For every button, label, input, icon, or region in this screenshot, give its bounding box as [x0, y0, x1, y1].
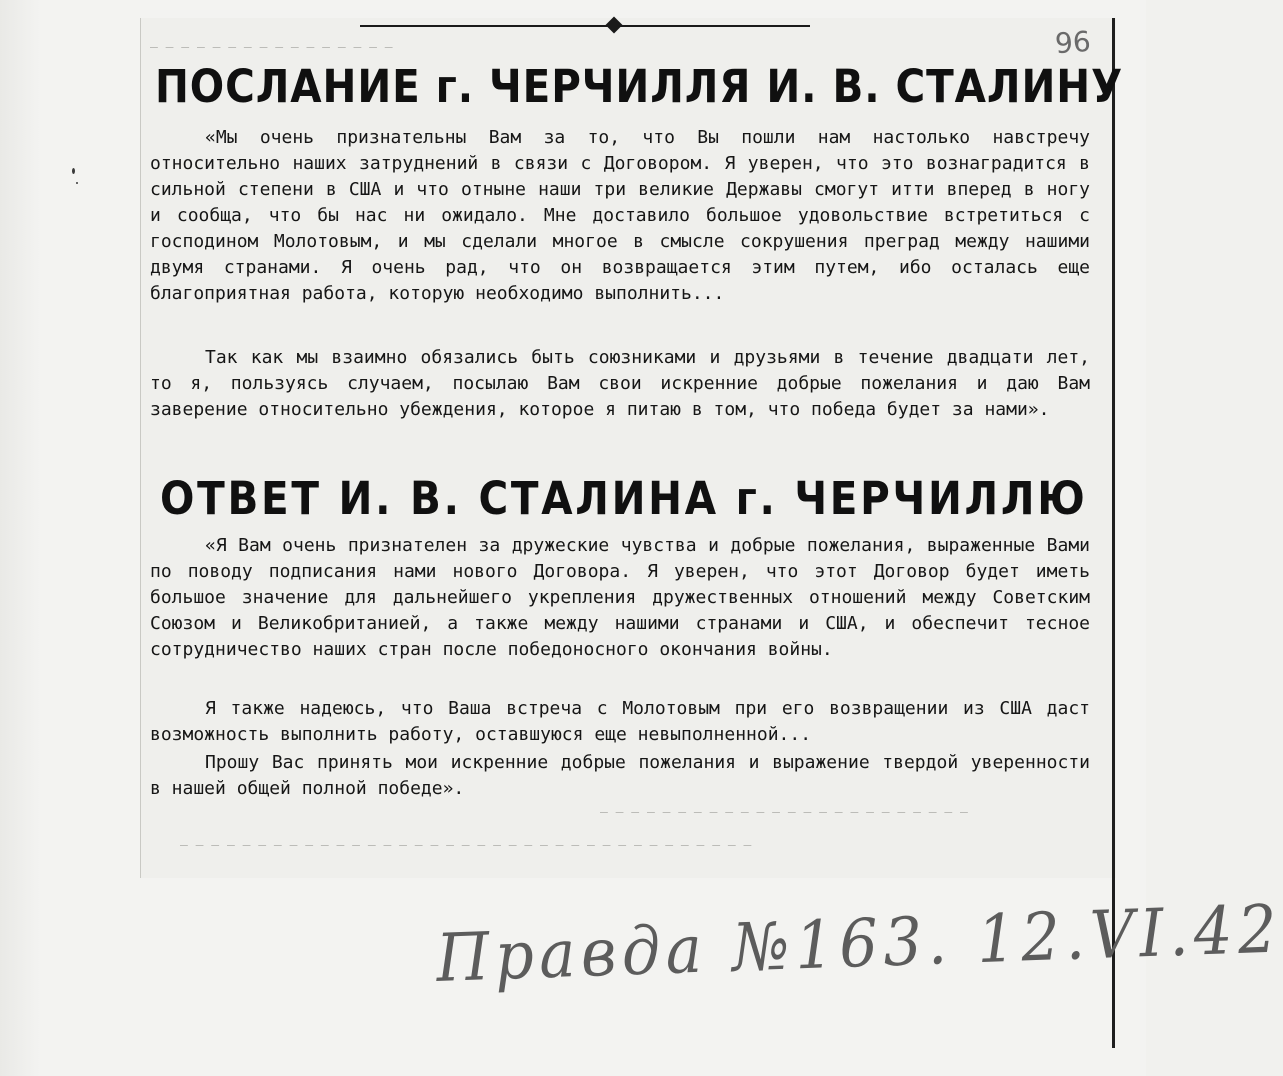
show-through-text: — — — — — — — — — — — — — — — — — — — — — — — —	[600, 805, 968, 820]
article-paragraph: «Я Вам очень признателен за дружеские чувства и добрые пожелания, выраженные Вами по поводу подписания нами нового Договора. Я уверен, что этот Договор будет иметь большое значение для дальнейшего укрепления дружественных отношений между Советским Союзом и Великобританией, а также между нашими странами и США, и обеспечит тесное сотрудничество наших стран после победоносного окончания войны.	[150, 535, 1090, 660]
article-paragraph: «Мы очень признательны Вам за то, что Вы пошли нам настолько навстречу относительно наших затруднений в связи с Договором. Я уверен, что это вознаградится в сильной степени в США и что отныне наши три великие Державы смогут итти вперед в ногу и сообща, что бы нас ни ожидало. Мне доставило большое удовольствие встретиться с господином Молотовым, и мы сделали многое в смысле сокрушения преград между нашими двумя странами. Я очень рад, что он возвращается этим путем, ибо осталась еще благоприятная работа, которую необходимо выполнить...	[150, 127, 1090, 304]
show-through-text: — — — — — — — — — — — — — — — — — — — — — — — — — — — — — — — — — — — — —	[180, 838, 752, 853]
clipping-edge-shadow	[1112, 18, 1115, 1048]
article-paragraph: Прошу Вас принять мои искренние добрые пожелания и выражение твердой уверенности в нашей общей полной победе».	[150, 752, 1090, 799]
show-through-text: — — — — — — — — — — — — — — — —	[150, 40, 393, 55]
scan-speck	[72, 168, 75, 174]
article-paragraph: Так как мы взаимно обязались быть союзниками и друзьями в течение двадцати лет, то я, пользуясь случаем, посылаю Вам свои искренние добрые пожелания и даю Вам заверение относительно убеждения, которое я питаю в том, что победа будет за нами».	[150, 347, 1090, 420]
article-paragraph: Я также надеюсь, что Ваша встреча с Молотовым при его возвращении из США даст возможность выполнить работу, оставшуюся еще невыполненной...	[150, 698, 1090, 745]
headline-churchill-message: ПОСЛАНИЕ г. ЧЕРЧИЛЛЯ И. В. СТАЛИНУ	[155, 60, 1124, 113]
scan-speck	[76, 182, 78, 184]
handwritten-source-note: Правда №163. 12.VI.42	[435, 890, 1283, 997]
page-margin	[0, 0, 40, 1076]
page-number: 96	[1053, 24, 1092, 61]
headline-stalin-reply: ОТВЕТ И. В. СТАЛИНА г. ЧЕРЧИЛЛЮ	[160, 472, 1088, 525]
top-rule	[360, 25, 810, 27]
